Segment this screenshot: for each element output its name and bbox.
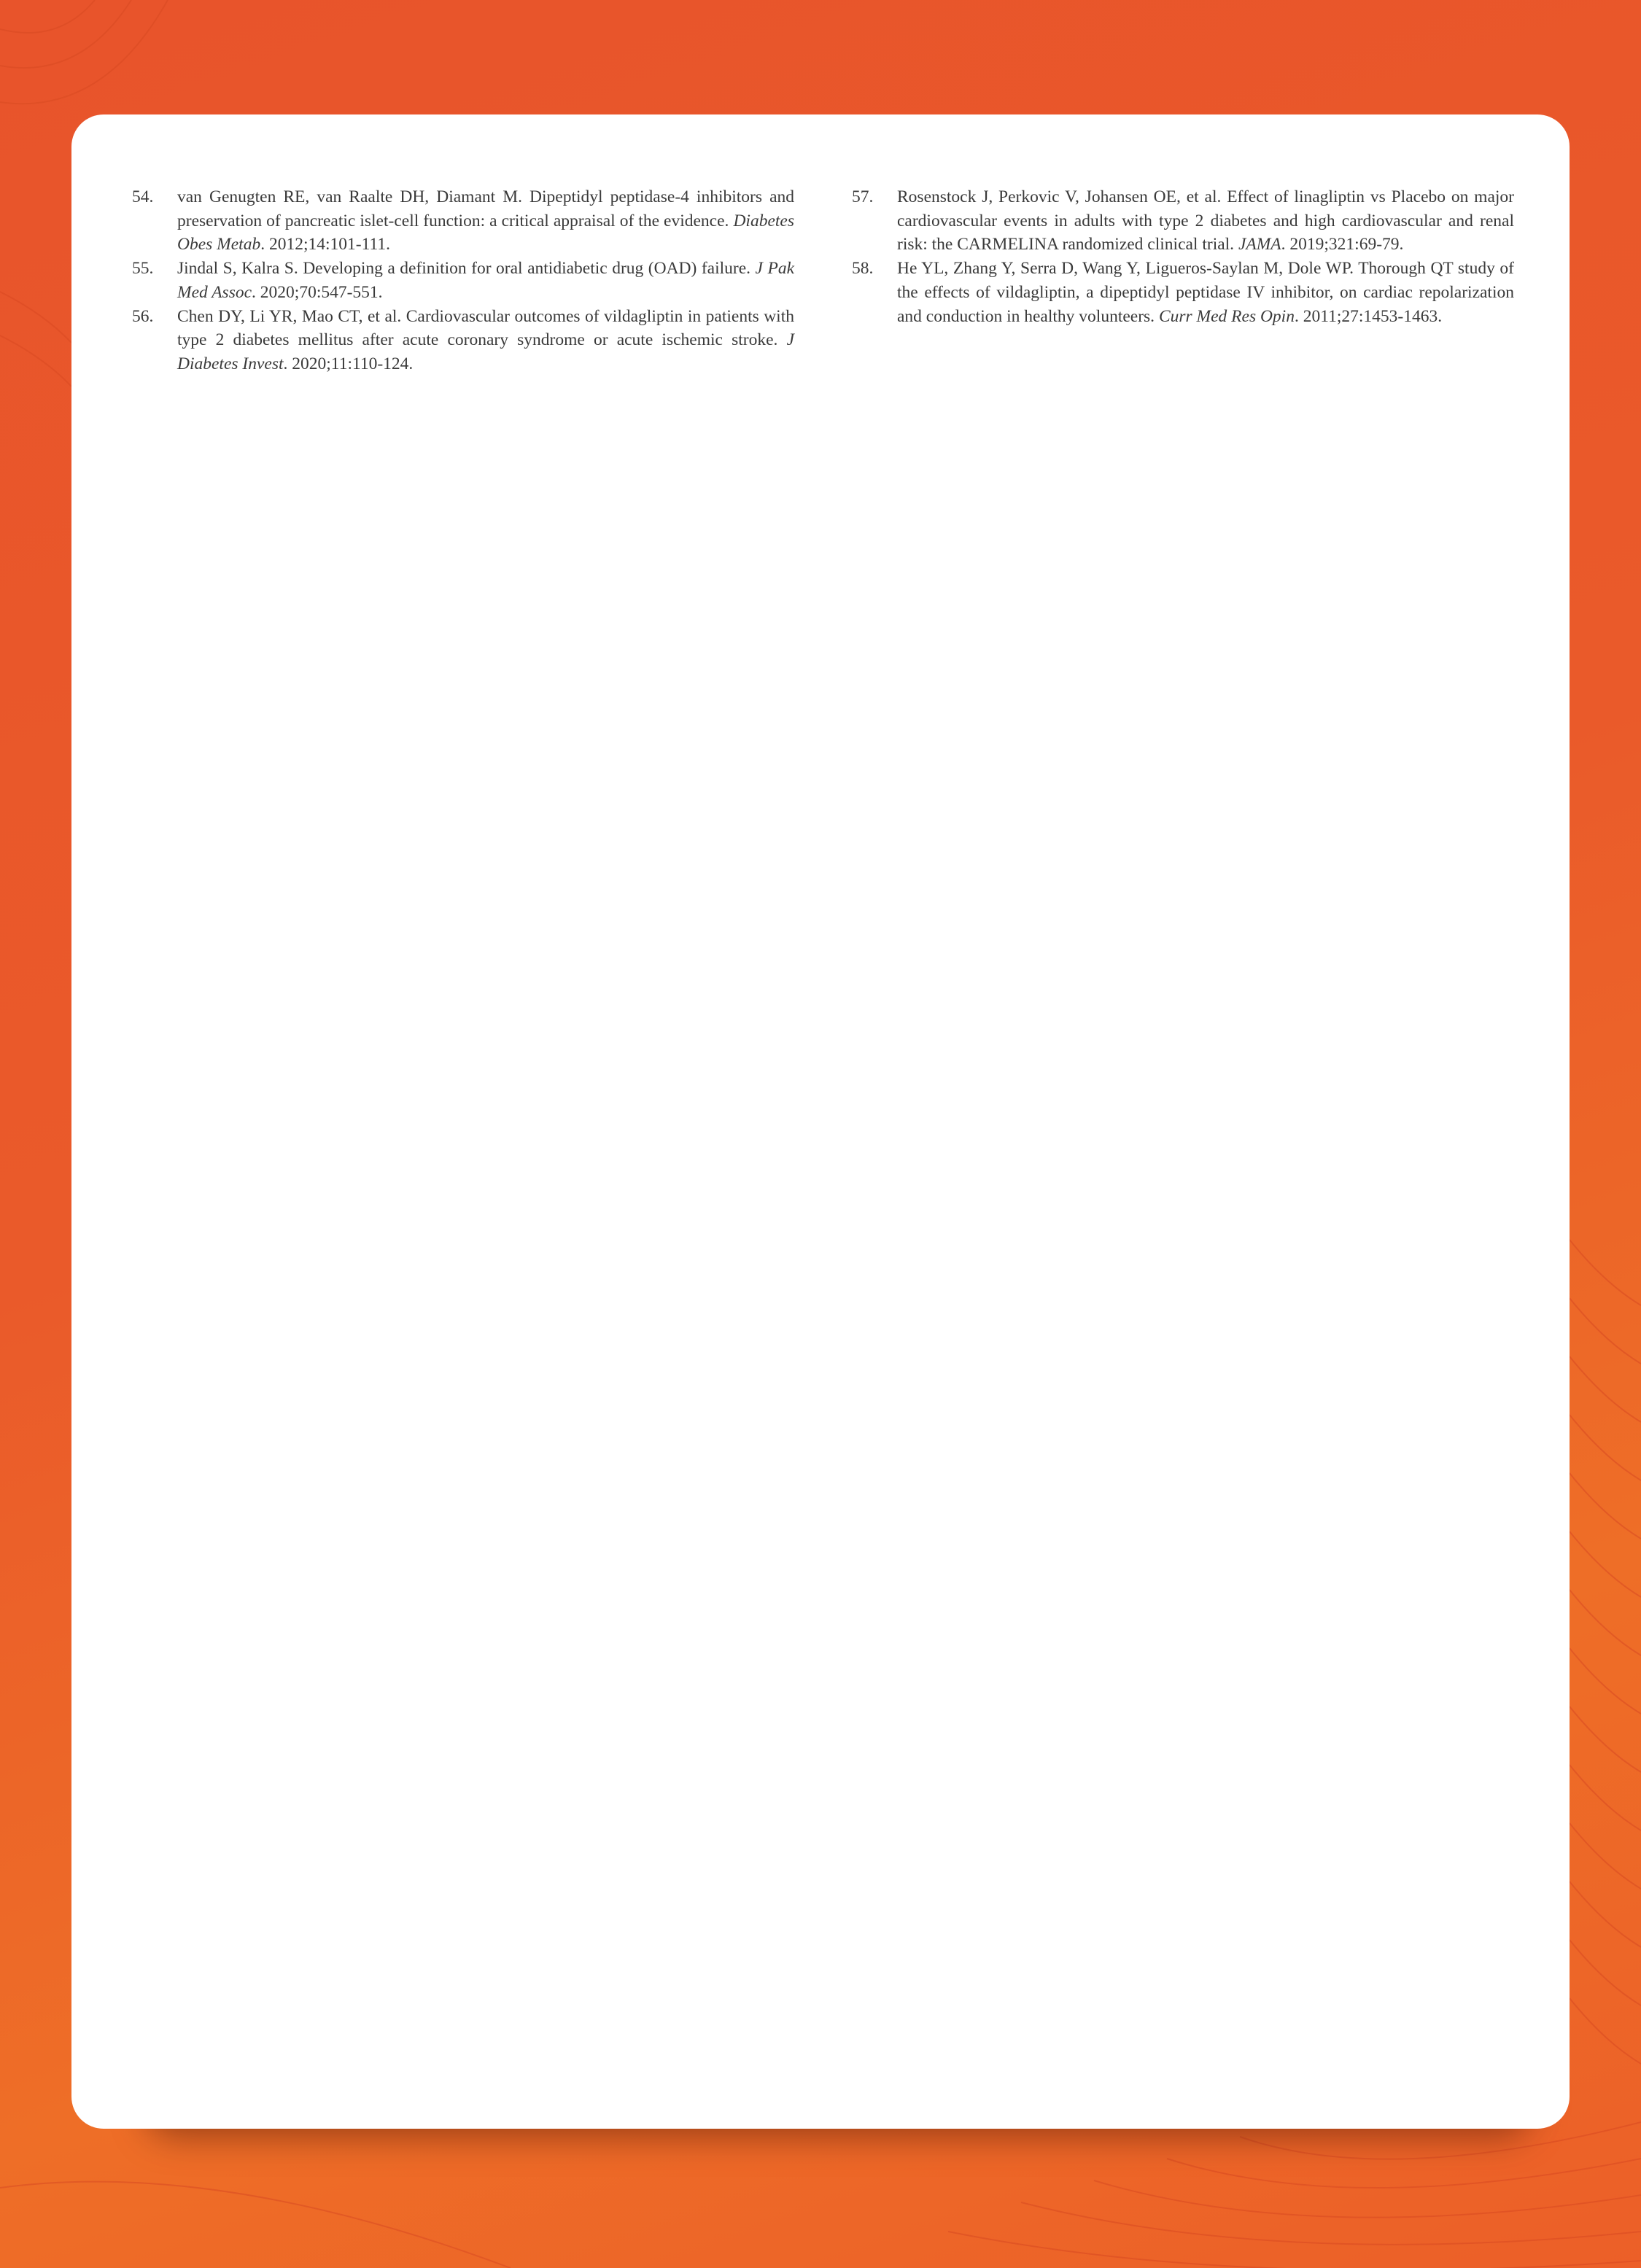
reference-number: 57. [852, 187, 874, 206]
reference-column-left [132, 185, 794, 376]
reference-number: 54. [132, 187, 154, 206]
reference-text: Jindal S, Kalra S. Developing a definition for oral antidiabetic drug (OAD) failure. J Pak Med Assoc. 2020;70:547-551. [177, 259, 794, 302]
reference-text: van Genugten RE, van Raalte DH, Diamant M. Dipeptidyl peptidase-4 inhibitors and preservation of pancreatic islet-cell function: a critical appraisal of the evidence. Diabetes Obes Metab. 2012;14:101-111. [177, 187, 794, 255]
reference-item [132, 185, 794, 257]
reference-number: 58. [852, 259, 874, 279]
journal-title: Diabetes Obes Metab [177, 211, 794, 255]
reference-item [852, 185, 1514, 257]
reference-number: 56. [132, 306, 154, 326]
reference-number: 55. [132, 259, 154, 279]
reference-item [852, 257, 1514, 328]
reference-text: He YL, Zhang Y, Serra D, Wang Y, Ligueros-Saylan M, Dole WP. Thorough QT study of the effects of vildagliptin, a dipeptidyl peptidase IV inhibitor, on cardiac repolarization and conduction in healthy volunteers. Curr Med Res Opin. 2011;27:1453-1463. [897, 259, 1514, 326]
reference-text: Chen DY, Li YR, Mao CT, et al. Cardiovascular outcomes of vildagliptin in patients with type 2 diabetes mellitus after acute coronary syndrome or acute ischemic stroke. J Diabetes Invest. 2020;11:110-124. [177, 306, 794, 373]
journal-title: JAMA [1238, 235, 1281, 255]
page-card [71, 114, 1570, 2129]
reference-item [132, 257, 794, 304]
journal-title: Curr Med Res Opin [1158, 306, 1295, 326]
reference-column-right [852, 185, 1514, 328]
journal-title: J Diabetes Invest [177, 330, 794, 373]
journal-title: J Pak Med Assoc [177, 259, 794, 302]
reference-item [132, 305, 794, 376]
reference-text: Rosenstock J, Perkovic V, Johansen OE, et al. Effect of linagliptin vs Placebo on major cardiovascular events in adults with type 2 diabetes and high cardiovascular and renal risk: the CARMELINA randomized clinical trial. JAMA. 2019;321:69-79. [897, 187, 1514, 255]
